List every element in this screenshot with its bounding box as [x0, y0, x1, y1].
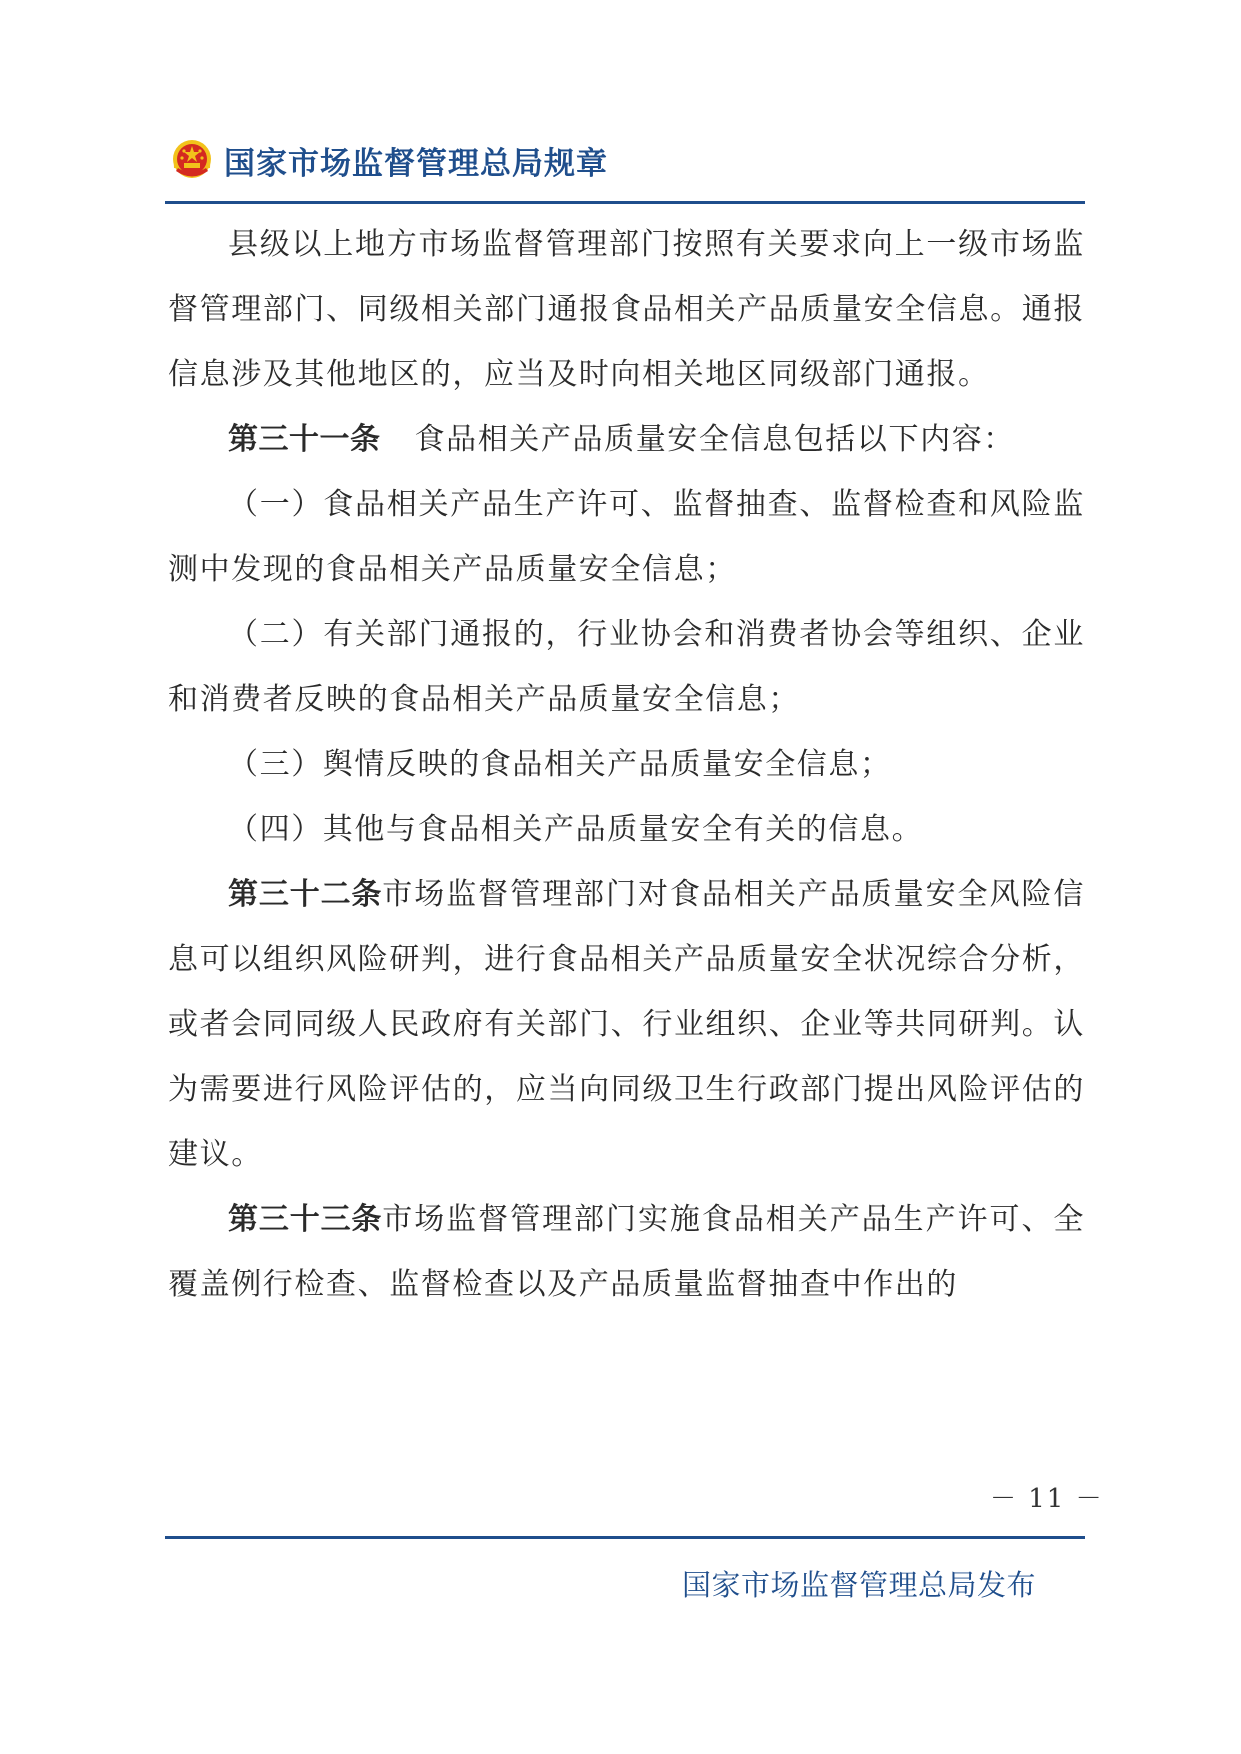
- article-number: 第三十二条: [228, 877, 383, 912]
- paragraph-text: 食品相关产品质量安全信息包括以下内容：: [414, 422, 1015, 457]
- paragraph: [168, 212, 1085, 407]
- list-item: [168, 472, 1085, 602]
- paragraph-text: （四）其他与食品相关产品质量安全有关的信息。: [228, 812, 924, 847]
- paragraph-text: 县级以上地方市场监督管理部门按照有关要求向上一级市场监督管理部门、同级相关部门通报食品相关产品质量安全信息。通报信息涉及其他地区的，应当及时向相关地区同级部门通报。: [168, 227, 1085, 392]
- article-32: [168, 862, 1085, 1187]
- paragraph-text: （三）舆情反映的食品相关产品质量安全信息；: [228, 747, 892, 782]
- footer-publisher: 国家市场监督管理总局发布: [682, 1568, 1037, 1602]
- article-number: 第三十一条: [228, 422, 381, 457]
- list-item: [168, 602, 1085, 732]
- paragraph-text: 市场监督管理部门实施食品相关产品生产许可、全覆盖例行检查、监督检查以及产品质量监督抽查中作出的: [168, 1202, 1086, 1302]
- article-31: [168, 407, 1085, 472]
- paragraph-text: （二）有关部门通报的，行业协会和消费者协会等组织、企业和消费者反映的食品相关产品质量安全信息；: [168, 617, 1085, 717]
- national-emblem-icon: [170, 138, 214, 182]
- article-33: [168, 1187, 1085, 1317]
- footer-divider: [165, 1536, 1085, 1539]
- article-number: 第三十三条: [228, 1202, 383, 1237]
- page-header: [170, 136, 608, 184]
- document-body: [168, 212, 1085, 1317]
- page-number: － 11 －: [990, 1484, 1104, 1514]
- header-divider: [165, 201, 1085, 204]
- header-title: 国家市场监督管理总局规章: [224, 145, 608, 182]
- paragraph-text: 市场监督管理部门对食品相关产品质量安全风险信息可以组织风险研判，进行食品相关产品质量安全状况综合分析，或者会同同级人民政府有关部门、行业组织、企业等共同研判。认为需要进行风险评估的，应当向同级卫生行政部门提出风险评估的建议。: [168, 877, 1086, 1172]
- list-item: [168, 797, 1085, 862]
- list-item: [168, 732, 1085, 797]
- paragraph-text: （一）食品相关产品生产许可、监督抽查、监督检查和风险监测中发现的食品相关产品质量安全信息；: [168, 487, 1085, 587]
